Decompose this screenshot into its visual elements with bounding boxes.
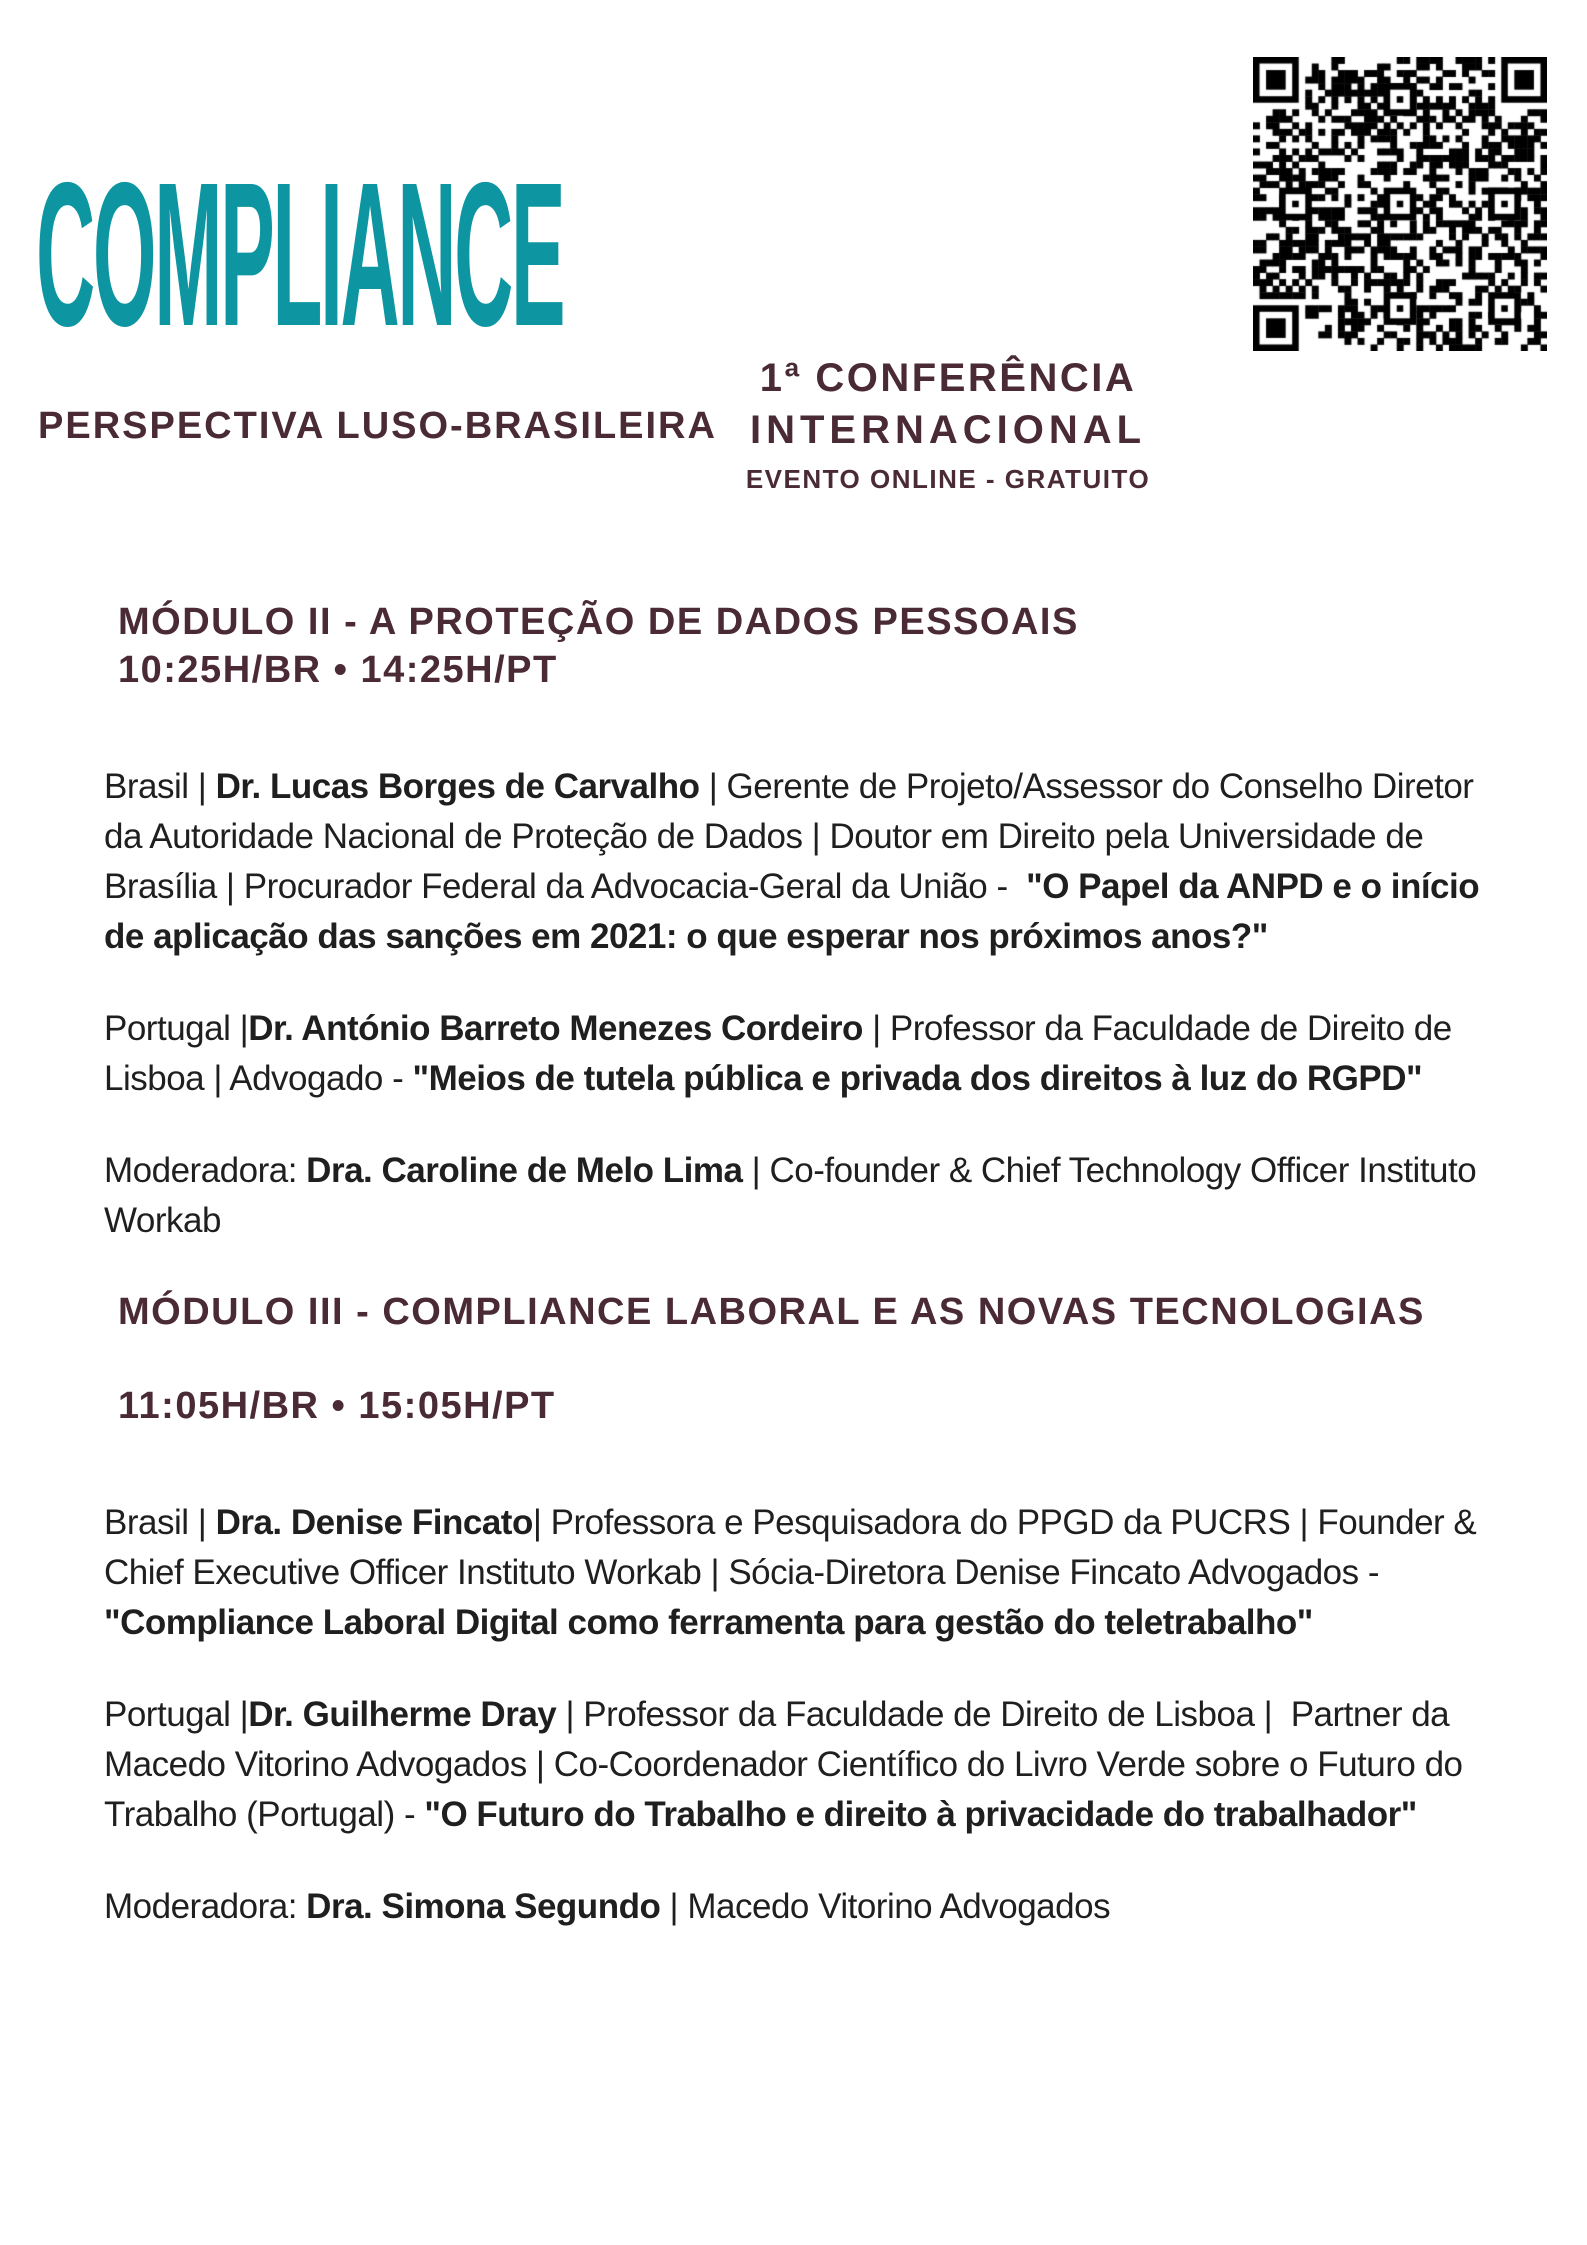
conference-title-block [733,352,1163,495]
page-title: COMPLIANCE [36,140,564,369]
moderator-caroline-de-melo-lima [104,1146,1504,1246]
body-text: | Professor da Faculdade de Direito de Lisboa | Partner da Macedo Vitorino Advogados | Co-Coordenador Científico do Livro Verde sobre o Futuro do Trabalho (Portugal) - [104,1695,1472,1834]
module-section [104,598,1504,1246]
emphasis-text: Dra. Simona Segundo [306,1887,661,1926]
body-text: Portugal | [104,1695,249,1734]
emphasis-text: "Compliance Laboral Digital como ferramenta para gestão do teletrabalho" [104,1603,1313,1642]
body-text: Portugal | [104,1009,249,1048]
body-text: Moderadora: [104,1887,307,1926]
emphasis-text: Dr. António Barreto Menezes Cordeiro [248,1009,863,1048]
emphasis-text: "O Papel da ANPD e o início de aplicação das sanções em 2021: o que esperar nos próximos anos?" [104,867,1489,956]
speaker-antonio-barreto-menezes-cordeiro [104,1004,1504,1104]
subtitle: PERSPECTIVA LUSO-BRASILEIRA [38,405,717,447]
conference-title-line2: INTERNACIONAL [749,408,1147,452]
emphasis-text: Dra. Caroline de Melo Lima [306,1151,743,1190]
emphasis-text: "O Futuro do Trabalho e direito à privacidade do trabalhador" [424,1795,1417,1834]
speaker-lucas-borges-de-carvalho [104,762,1504,962]
body-text: | Co-founder & Chief Technology Officer Instituto Workab [104,1151,1486,1240]
emphasis-text: Dra. Denise Fincato [215,1503,533,1542]
module-heading: MÓDULO II - A PROTEÇÃO DE DADOS PESSOAIS [118,601,1079,643]
body-text: | Macedo Vitorino Advogados [660,1887,1111,1926]
body-text: | Professora e Pesquisadora do PPGD da PUCRS | Founder & Chief Executive Officer Instituto Workab | Sócia-Diretora Denise Fincato Advogados - [104,1503,1486,1592]
module-heading: MÓDULO III - COMPLIANCE LABORAL E AS NOVAS TECNOLOGIAS [118,1291,1425,1333]
module-section [104,1288,1504,1932]
emphasis-text: "Meios de tutela pública e privada dos direitos à luz do RGPD" [412,1059,1423,1098]
body-text: Brasil | [104,767,216,806]
speaker-guilherme-dray [104,1690,1504,1840]
moderator-simona-segundo [104,1882,1504,1932]
body-text: Brasil | [104,1503,216,1542]
conference-title-line1: 1ª CONFERÊNCIA [759,356,1137,400]
module-schedule: 11:05H/BR • 15:05H/PT [118,1385,556,1427]
speaker-denise-fincato [104,1498,1504,1648]
qr-code [1253,57,1547,351]
emphasis-text: Dr. Guilherme Dray [248,1695,557,1734]
program-content [104,598,1504,1932]
module-schedule: 10:25H/BR • 14:25H/PT [118,649,558,691]
body-text: Moderadora: [104,1151,307,1190]
emphasis-text: Dr. Lucas Borges de Carvalho [215,767,700,806]
event-tagline: EVENTO ONLINE - GRATUITO [745,464,1151,494]
body-text: | Gerente de Projeto/Assessor do Conselho Diretor da Autoridade Nacional de Proteção de Dados | Doutor em Direito pela Universidade de Brasília | Procurador Federal da Advocacia-Geral da União - [104,767,1483,906]
body-text: | Professor da Faculdade de Direito de Lisboa | Advogado - [104,1009,1461,1098]
